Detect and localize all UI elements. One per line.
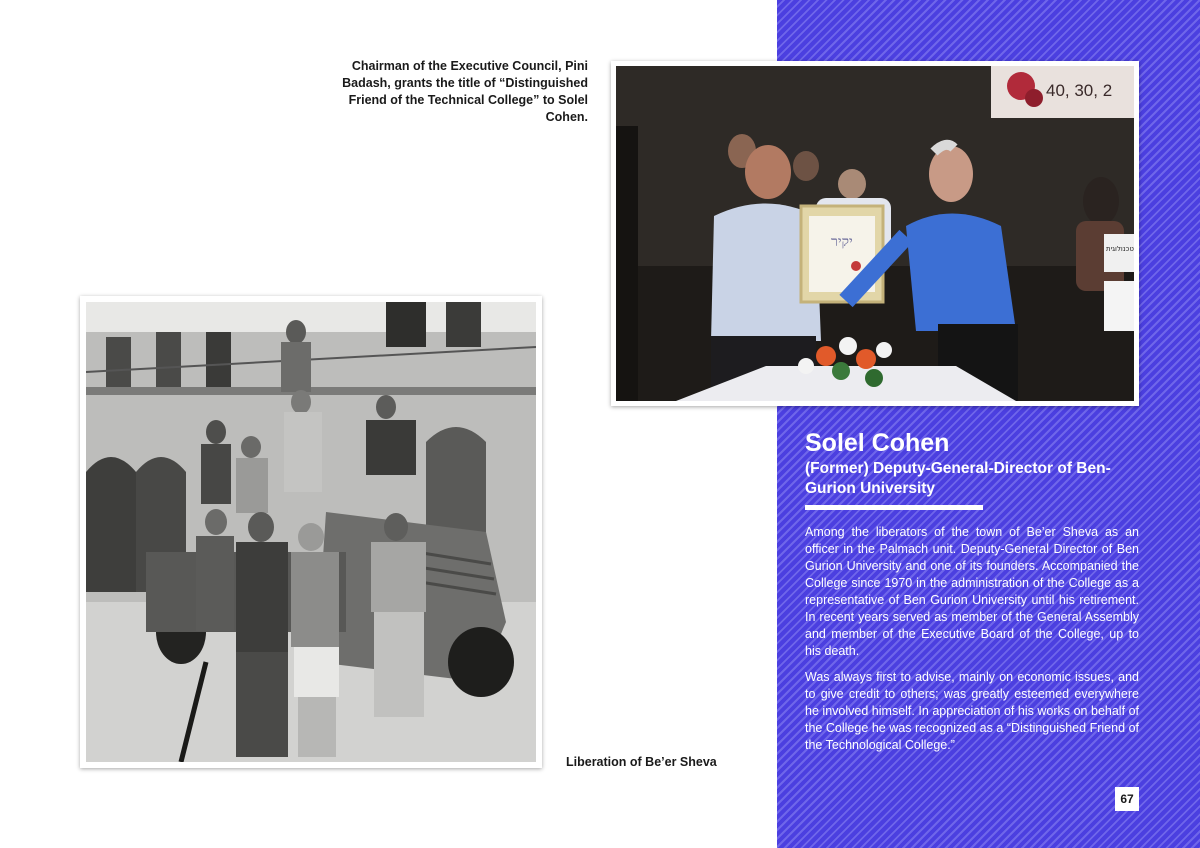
liberation-photo-image — [86, 302, 536, 762]
ceremony-photo-illustration — [616, 66, 1134, 401]
liberation-photo-illustration — [86, 302, 536, 762]
banner-text: 40, 30, 2 — [1046, 81, 1113, 100]
profile-subtitle: (Former) Deputy-General-Director of Ben-Gurion University — [805, 460, 1111, 497]
liberation-caption: Liberation of Be’er Sheva — [566, 755, 717, 769]
profile-body — [805, 524, 1139, 763]
ceremony-photo-image — [616, 66, 1134, 401]
certificate-text: יקיר — [831, 234, 853, 250]
sign-text: טכנולוגית — [1106, 245, 1134, 253]
ceremony-caption: Chairman of the Executive Council, Pini Badash, grants the title of “Distinguished Friend of the Technical College” to Solel Cohen. — [342, 59, 588, 124]
title-underline-divider — [805, 505, 983, 510]
flower-bouquet-icon — [816, 346, 836, 366]
profile-name: Solel Cohen — [805, 429, 950, 457]
liberation-photo — [80, 296, 542, 768]
profile-paragraph: Was always first to advise, mainly on economic issues, and to give credit to others; was greatly esteemed everywhere he involved himself. In appreciation of his works on behalf of the College he was recognized as a “Distinguished Friend of the Technological College.” — [805, 670, 1139, 752]
profile-paragraph: Among the liberators of the town of Be’er Sheva as an officer in the Palmach unit. Deputy-General Director of Ben Gurion University and one of its founders. Accompanied the College since 1970 in the administration of the College as a representative of Ben Gurion University until his retirement. In recent years served as member of the General Assembly and member of the Executive Board of the College, up to his death. — [805, 525, 1139, 658]
page-number: 67 — [1115, 787, 1139, 811]
ceremony-photo — [611, 61, 1139, 406]
